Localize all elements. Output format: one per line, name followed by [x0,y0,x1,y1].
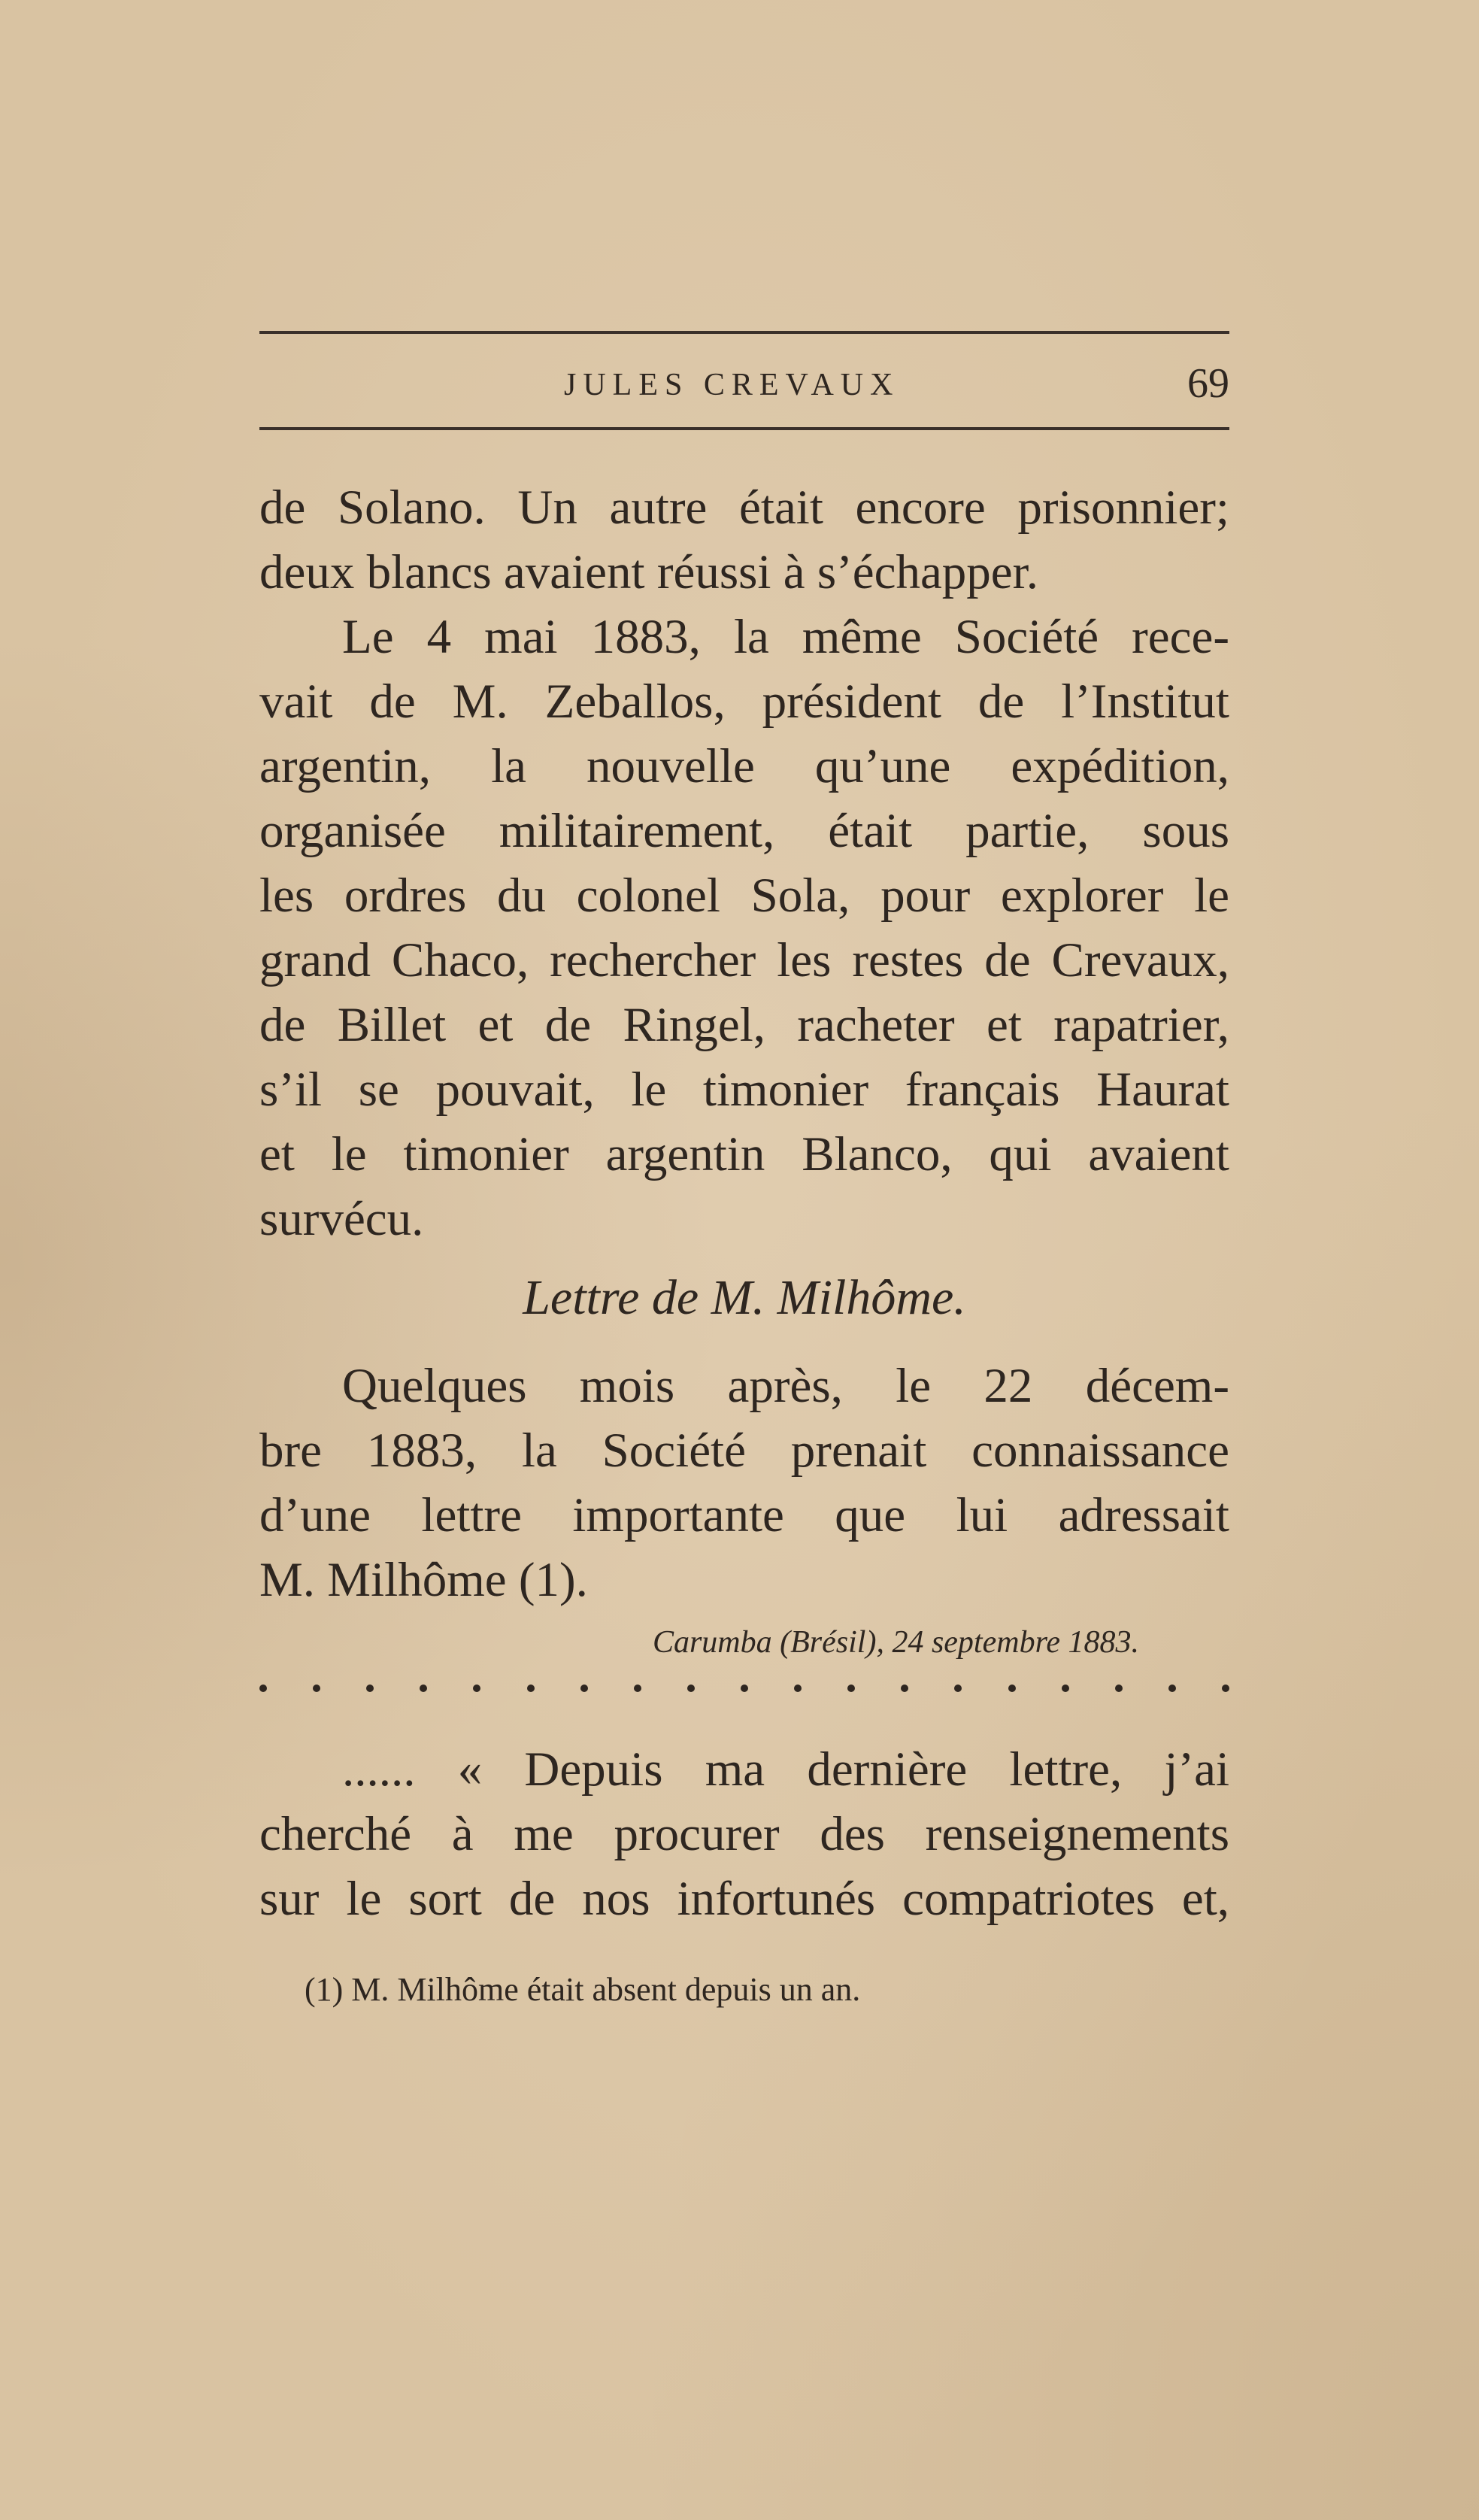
ellipsis-dot [634,1685,641,1692]
ellipsis-dot [313,1685,320,1692]
text-line: s’il se pouvait, le timonier français Haurat [259,1063,1229,1117]
text-line: les ordres du colonel Sola, pour explorer le [259,869,1229,923]
section-heading: Lettre de M. Milhôme. [523,1270,966,1325]
ellipsis-dot [473,1685,480,1692]
ellipsis-dot [741,1685,748,1692]
ellipsis-dot [366,1685,374,1692]
ellipsis-dot [580,1685,588,1692]
page-number: 69 [1187,360,1229,407]
header-top-rule [259,331,1229,334]
ellipsis-dot [1062,1685,1069,1692]
ellipsis-dot [901,1685,908,1692]
ellipsis-dot [847,1685,855,1692]
text-line: Le 4 mai 1883, la même Société rece- [342,610,1229,664]
ellipsis-dot [527,1685,535,1692]
running-head [259,359,1229,412]
ellipsis-dot [420,1685,427,1692]
text-line: grand Chaco, rechercher les restes de Crevaux, [259,933,1229,987]
ellipsis-dot [1222,1685,1229,1692]
body-text-block-1 [259,475,1229,1251]
text-line: ...... « Depuis ma dernière lettre, j’ai [342,1742,1229,1797]
body-text-block-3 [259,1737,1229,1931]
ellipsis-dot [259,1685,267,1692]
text-line: argentin, la nouvelle qu’une expédition, [259,739,1229,793]
text-line: et le timonier argentin Blanco, qui avaient [259,1127,1229,1181]
text-line: de Billet et de Ringel, racheter et rapatrier, [259,998,1229,1052]
ellipsis-dots-row [259,1673,1229,1703]
ellipsis-dot [1168,1685,1176,1692]
text-line: M. Milhôme (1). [259,1553,588,1607]
text-line: sur le sort de nos infortunés compatriotes et, [259,1872,1229,1926]
text-line: d’une lettre importante que lui adressait [259,1488,1229,1542]
ellipsis-dot [1008,1685,1016,1692]
text-line: deux blancs avaient réussi à s’échapper. [259,545,1038,599]
ellipsis-dot [1115,1685,1123,1692]
text-line: organisée militairement, était partie, sous [259,804,1229,858]
footnote: (1) M. Milhôme était absent depuis un an. [305,1971,861,2008]
text-line: survécu. [259,1192,424,1246]
ellipsis-dot [687,1685,695,1692]
text-line: vait de M. Zeballos, président de l’Institut [259,675,1229,729]
ellipsis-dot [954,1685,962,1692]
running-head-title: JULES CREVAUX [564,368,900,402]
text-line: Quelques mois après, le 22 décem- [342,1359,1229,1413]
body-text-block-2 [259,1354,1229,1612]
text-line: bre 1883, la Société prenait connaissance [259,1424,1229,1478]
letter-dateline: Carumba (Brésil), 24 septembre 1883. [652,1625,1139,1660]
text-line: de Solano. Un autre était encore prisonnier; [259,481,1229,535]
text-line: cherché à me procurer des renseignements [259,1807,1229,1861]
ellipsis-dot [794,1685,802,1692]
header-bottom-rule [259,427,1229,430]
